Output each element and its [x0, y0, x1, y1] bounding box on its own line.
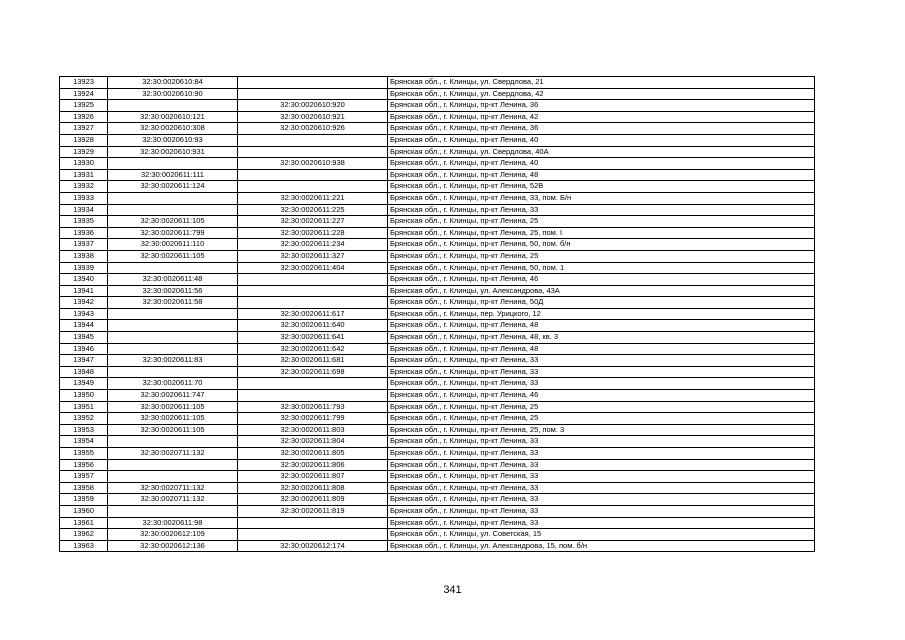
table-row	[60, 401, 815, 413]
cadastral-number-cell: 32:30:0020611:111	[108, 169, 238, 181]
cadastral-number-cell: 32:30:0020610:84	[108, 77, 238, 89]
table-row	[60, 192, 815, 204]
row-number-cell: 13949	[60, 378, 108, 390]
row-number-cell: 13939	[60, 262, 108, 274]
cadastral-number-cell: 32:30:0020612:136	[108, 540, 238, 552]
row-number-cell: 13948	[60, 366, 108, 378]
cadastral-number-cell: 32:30:0020611:98	[108, 517, 238, 529]
row-number-cell: 13934	[60, 204, 108, 216]
table-row	[60, 436, 815, 448]
table-row	[60, 540, 815, 552]
table-row	[60, 146, 815, 158]
row-number-cell: 13936	[60, 227, 108, 239]
cadastral-number-cell: 32:30:0020611:747	[108, 390, 238, 402]
cadastral-number-cell	[108, 436, 238, 448]
row-number-cell: 13923	[60, 77, 108, 89]
table-row	[60, 332, 815, 344]
related-cadastral-number-cell	[238, 285, 388, 297]
row-number-cell: 13938	[60, 250, 108, 262]
cadastral-number-cell: 32:30:0020711:132	[108, 494, 238, 506]
table-row	[60, 216, 815, 228]
row-number-cell: 13926	[60, 111, 108, 123]
cadastral-number-cell: 32:30:0020610:121	[108, 111, 238, 123]
cadastral-register-table	[59, 76, 815, 552]
row-number-cell: 13963	[60, 540, 108, 552]
row-number-cell: 13959	[60, 494, 108, 506]
row-number-cell: 13941	[60, 285, 108, 297]
address-cell: Брянская обл., г. Клинцы, пр-кт Ленина, 33	[388, 505, 815, 517]
table-row	[60, 297, 815, 309]
table-row	[60, 320, 815, 332]
cadastral-number-cell: 32:30:0020610:931	[108, 146, 238, 158]
related-cadastral-number-cell	[238, 134, 388, 146]
row-number-cell: 13950	[60, 390, 108, 402]
table-row	[60, 448, 815, 460]
cadastral-number-cell	[108, 158, 238, 170]
related-cadastral-number-cell: 32:30:0020611:228	[238, 227, 388, 239]
cadastral-number-cell: 32:30:0020611:124	[108, 181, 238, 193]
table-row	[60, 285, 815, 297]
related-cadastral-number-cell	[238, 378, 388, 390]
related-cadastral-number-cell: 32:30:0020610:921	[238, 111, 388, 123]
address-cell: Брянская обл., г. Клинцы, пр-кт Ленина, 46	[388, 390, 815, 402]
address-cell: Брянская обл., г. Клинцы, пр-кт Ленина, 52В	[388, 181, 815, 193]
row-number-cell: 13961	[60, 517, 108, 529]
cadastral-number-cell: 32:30:0020711:132	[108, 482, 238, 494]
address-cell: Брянская обл., г. Клинцы, пр-кт Ленина, 48	[388, 320, 815, 332]
row-number-cell: 13933	[60, 192, 108, 204]
cadastral-number-cell	[108, 471, 238, 483]
related-cadastral-number-cell: 32:30:0020611:640	[238, 320, 388, 332]
table-row	[60, 378, 815, 390]
related-cadastral-number-cell	[238, 88, 388, 100]
related-cadastral-number-cell: 32:30:0020611:221	[238, 192, 388, 204]
address-cell: Брянская обл., г. Клинцы, пер. Урицкого, 12	[388, 308, 815, 320]
table-row	[60, 100, 815, 112]
related-cadastral-number-cell: 32:30:0020611:617	[238, 308, 388, 320]
row-number-cell: 13942	[60, 297, 108, 309]
table-row	[60, 262, 815, 274]
related-cadastral-number-cell: 32:30:0020611:805	[238, 448, 388, 460]
row-number-cell: 13951	[60, 401, 108, 413]
table-row	[60, 413, 815, 425]
address-cell: Брянская обл., г. Клинцы, ул. Александрова, 43А	[388, 285, 815, 297]
row-number-cell: 13945	[60, 332, 108, 344]
table-row	[60, 204, 815, 216]
related-cadastral-number-cell	[238, 181, 388, 193]
table-row	[60, 111, 815, 123]
row-number-cell: 13925	[60, 100, 108, 112]
cadastral-number-cell	[108, 262, 238, 274]
table-row	[60, 482, 815, 494]
related-cadastral-number-cell	[238, 274, 388, 286]
cadastral-number-cell	[108, 308, 238, 320]
table-row	[60, 366, 815, 378]
cadastral-number-cell: 32:30:0020611:56	[108, 285, 238, 297]
address-cell: Брянская обл., г. Клинцы, пр-кт Ленина, 36	[388, 123, 815, 135]
table-row	[60, 471, 815, 483]
related-cadastral-number-cell: 32:30:0020611:227	[238, 216, 388, 228]
address-cell: Брянская обл., г. Клинцы, ул. Свердлова, 21	[388, 77, 815, 89]
cadastral-number-cell: 32:30:0020611:83	[108, 355, 238, 367]
cadastral-number-cell: 32:30:0020611:105	[108, 250, 238, 262]
related-cadastral-number-cell: 32:30:0020611:804	[238, 436, 388, 448]
related-cadastral-number-cell: 32:30:0020611:327	[238, 250, 388, 262]
table-row	[60, 355, 815, 367]
address-cell: Брянская обл., г. Клинцы, пр-кт Ленина, 48	[388, 343, 815, 355]
address-cell: Брянская обл., г. Клинцы, пр-кт Ленина, 33	[388, 517, 815, 529]
row-number-cell: 13928	[60, 134, 108, 146]
related-cadastral-number-cell: 32:30:0020611:806	[238, 459, 388, 471]
address-cell: Брянская обл., г. Клинцы, пр-кт Ленина, 25	[388, 250, 815, 262]
address-cell: Брянская обл., г. Клинцы, пр-кт Ленина, 25	[388, 401, 815, 413]
related-cadastral-number-cell: 32:30:0020611:698	[238, 366, 388, 378]
row-number-cell: 13937	[60, 239, 108, 251]
cadastral-number-cell: 32:30:0020610:93	[108, 134, 238, 146]
related-cadastral-number-cell	[238, 169, 388, 181]
related-cadastral-number-cell: 32:30:0020611:799	[238, 413, 388, 425]
address-cell: Брянская обл., г. Клинцы, пр-кт Ленина, 33	[388, 494, 815, 506]
cadastral-number-cell	[108, 505, 238, 517]
address-cell: Брянская обл., г. Клинцы, пр-кт Ленина, 33, пом. Б/н	[388, 192, 815, 204]
related-cadastral-number-cell: 32:30:0020612:174	[238, 540, 388, 552]
address-cell: Брянская обл., г. Клинцы, пр-кт Ленина, 25	[388, 216, 815, 228]
row-number-cell: 13957	[60, 471, 108, 483]
table-row	[60, 250, 815, 262]
row-number-cell: 13940	[60, 274, 108, 286]
related-cadastral-number-cell: 32:30:0020610:926	[238, 123, 388, 135]
table-row	[60, 459, 815, 471]
related-cadastral-number-cell: 32:30:0020611:642	[238, 343, 388, 355]
address-cell: Брянская обл., г. Клинцы, пр-кт Ленина, 33	[388, 459, 815, 471]
cadastral-number-cell: 32:30:0020611:105	[108, 216, 238, 228]
address-cell: Брянская обл., г. Клинцы, пр-кт Ленина, 33	[388, 204, 815, 216]
table-row	[60, 274, 815, 286]
row-number-cell: 13946	[60, 343, 108, 355]
related-cadastral-number-cell: 32:30:0020610:938	[238, 158, 388, 170]
row-number-cell: 13947	[60, 355, 108, 367]
address-cell: Брянская обл., г. Клинцы, пр-кт Ленина, 42	[388, 111, 815, 123]
address-cell: Брянская обл., г. Клинцы, пр-кт Ленина, 25, пом. 3	[388, 424, 815, 436]
row-number-cell: 13952	[60, 413, 108, 425]
address-cell: Брянская обл., г. Клинцы, пр-кт Ленина, 50, пом. 1	[388, 262, 815, 274]
cadastral-number-cell: 32:30:0020610:90	[108, 88, 238, 100]
cadastral-number-cell: 32:30:0020611:48	[108, 274, 238, 286]
cadastral-number-cell: 32:30:0020611:799	[108, 227, 238, 239]
cadastral-number-cell: 32:30:0020611:110	[108, 239, 238, 251]
table-row	[60, 494, 815, 506]
related-cadastral-number-cell	[238, 146, 388, 158]
table-row	[60, 390, 815, 402]
row-number-cell: 13953	[60, 424, 108, 436]
address-cell: Брянская обл., г. Клинцы, пр-кт Ленина, 33	[388, 448, 815, 460]
table-row	[60, 517, 815, 529]
table-row	[60, 181, 815, 193]
page-number: 341	[443, 584, 462, 596]
related-cadastral-number-cell: 32:30:0020611:404	[238, 262, 388, 274]
table-row	[60, 88, 815, 100]
table-row	[60, 239, 815, 251]
address-cell: Брянская обл., г. Клинцы, пр-кт Ленина, 33	[388, 436, 815, 448]
related-cadastral-number-cell: 32:30:0020611:809	[238, 494, 388, 506]
cadastral-number-cell	[108, 343, 238, 355]
table-row	[60, 134, 815, 146]
table-row	[60, 343, 815, 355]
address-cell: Брянская обл., г. Клинцы, пр-кт Ленина, 33	[388, 378, 815, 390]
row-number-cell: 13962	[60, 529, 108, 541]
row-number-cell: 13956	[60, 459, 108, 471]
address-cell: Брянская обл., г. Клинцы, пр-кт Ленина, 50Д	[388, 297, 815, 309]
table-row	[60, 529, 815, 541]
address-cell: Брянская обл., г. Клинцы, пр-кт Ленина, 33	[388, 471, 815, 483]
table-row	[60, 169, 815, 181]
address-cell: Брянская обл., г. Клинцы, пр-кт Ленина, 40	[388, 134, 815, 146]
row-number-cell: 13930	[60, 158, 108, 170]
cadastral-number-cell: 32:30:0020611:70	[108, 378, 238, 390]
related-cadastral-number-cell: 32:30:0020611:819	[238, 505, 388, 517]
address-cell: Брянская обл., г. Клинцы, пр-кт Ленина, 25, пом. I	[388, 227, 815, 239]
row-number-cell: 13927	[60, 123, 108, 135]
table-row	[60, 123, 815, 135]
cadastral-number-cell: 32:30:0020611:58	[108, 297, 238, 309]
address-cell: Брянская обл., г. Клинцы, пр-кт Ленина, 33	[388, 482, 815, 494]
cadastral-number-cell	[108, 459, 238, 471]
related-cadastral-number-cell	[238, 297, 388, 309]
related-cadastral-number-cell: 32:30:0020611:808	[238, 482, 388, 494]
related-cadastral-number-cell: 32:30:0020611:803	[238, 424, 388, 436]
address-cell: Брянская обл., г. Клинцы, ул. Свердлова, 42	[388, 88, 815, 100]
cadastral-number-cell: 32:30:0020711:132	[108, 448, 238, 460]
row-number-cell: 13932	[60, 181, 108, 193]
cadastral-number-cell	[108, 204, 238, 216]
related-cadastral-number-cell	[238, 517, 388, 529]
address-cell: Брянская обл., г. Клинцы, пр-кт Ленина, 33	[388, 366, 815, 378]
cadastral-number-cell: 32:30:0020611:105	[108, 424, 238, 436]
cadastral-number-cell: 32:30:0020612:109	[108, 529, 238, 541]
related-cadastral-number-cell: 32:30:0020611:234	[238, 239, 388, 251]
cadastral-number-cell: 32:30:0020611:105	[108, 413, 238, 425]
related-cadastral-number-cell: 32:30:0020610:920	[238, 100, 388, 112]
address-cell: Брянская обл., г. Клинцы, пр-кт Ленина, 48	[388, 169, 815, 181]
cadastral-number-cell	[108, 366, 238, 378]
address-cell: Брянская обл., г. Клинцы, ул. Свердлова, 40А	[388, 146, 815, 158]
row-number-cell: 13935	[60, 216, 108, 228]
table-row	[60, 424, 815, 436]
address-cell: Брянская обл., г. Клинцы, пр-кт Ленина, 48, кв. 3	[388, 332, 815, 344]
related-cadastral-number-cell: 32:30:0020611:681	[238, 355, 388, 367]
table-row	[60, 77, 815, 89]
row-number-cell: 13943	[60, 308, 108, 320]
cadastral-number-cell: 32:30:0020610:308	[108, 123, 238, 135]
row-number-cell: 13929	[60, 146, 108, 158]
address-cell: Брянская обл., г. Клинцы, пр-кт Ленина, 50, пом. б/н	[388, 239, 815, 251]
related-cadastral-number-cell: 32:30:0020611:225	[238, 204, 388, 216]
table-row	[60, 308, 815, 320]
row-number-cell: 13944	[60, 320, 108, 332]
address-cell: Брянская обл., г. Клинцы, пр-кт Ленина, 33	[388, 355, 815, 367]
address-cell: Брянская обл., г. Клинцы, пр-кт Ленина, 25	[388, 413, 815, 425]
row-number-cell: 13931	[60, 169, 108, 181]
cadastral-number-cell	[108, 332, 238, 344]
related-cadastral-number-cell: 32:30:0020611:641	[238, 332, 388, 344]
related-cadastral-number-cell	[238, 390, 388, 402]
row-number-cell: 13955	[60, 448, 108, 460]
table-row	[60, 158, 815, 170]
related-cadastral-number-cell	[238, 77, 388, 89]
related-cadastral-number-cell	[238, 529, 388, 541]
address-cell: Брянская обл., г. Клинцы, пр-кт Ленина, 46	[388, 274, 815, 286]
row-number-cell: 13960	[60, 505, 108, 517]
related-cadastral-number-cell: 32:30:0020611:807	[238, 471, 388, 483]
table-row	[60, 505, 815, 517]
cadastral-number-cell	[108, 320, 238, 332]
row-number-cell: 13958	[60, 482, 108, 494]
cadastral-number-cell: 32:30:0020611:105	[108, 401, 238, 413]
address-cell: Брянская обл., г. Клинцы, ул. Советская, 15	[388, 529, 815, 541]
related-cadastral-number-cell: 32:30:0020611:793	[238, 401, 388, 413]
address-cell: Брянская обл., г. Клинцы, пр-кт Ленина, 36	[388, 100, 815, 112]
address-cell: Брянская обл., г. Клинцы, ул. Александрова, 15, пом. б/н	[388, 540, 815, 552]
row-number-cell: 13954	[60, 436, 108, 448]
cadastral-number-cell	[108, 192, 238, 204]
address-cell: Брянская обл., г. Клинцы, пр-кт Ленина, 40	[388, 158, 815, 170]
cadastral-number-cell	[108, 100, 238, 112]
table-row	[60, 227, 815, 239]
register-table-body	[60, 77, 815, 552]
row-number-cell: 13924	[60, 88, 108, 100]
